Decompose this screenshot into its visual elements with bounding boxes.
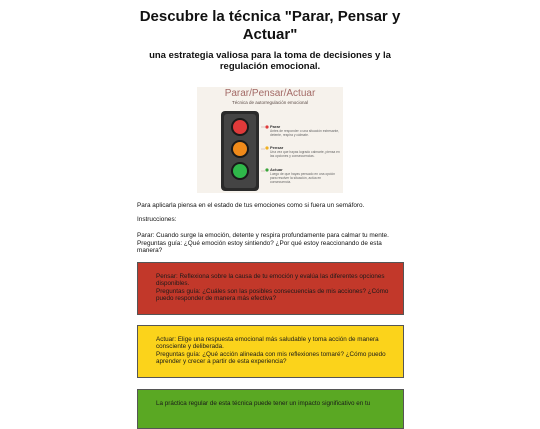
infographic-label-parar: Parar (270, 124, 281, 129)
intro-text: Para aplicarla piensa en el estado de tus emociones como si fuera un semáforo. (137, 202, 365, 209)
infographic-label-pensar: Pensar (270, 145, 284, 150)
infographic-desc-actuar: Luego de que hayas pensado en una opción para resolver la situación, actúa en consecuencia. (270, 172, 336, 184)
infographic-desc-parar: Antes de responder o una situación estresante, detente, respira y cálmate. (270, 129, 340, 137)
page-title: Descubre la técnica "Parar, Pensar y Actuar" (139, 8, 401, 43)
pensar-box-questions: Preguntas guía: ¿Cuáles son las posibles consecuencias de mis acciones? ¿Cómo puedo responder de manera más efectiva? (156, 287, 389, 303)
instructions-heading: Instrucciones: (137, 216, 177, 223)
parar-text: Parar: Cuando surge la emoción, detente y respira profundamente para calmar tu mente. Preguntas guía: ¿Qué emoción estoy sintiendo? ¿Por qué estoy reaccionando de esta manera? (137, 232, 389, 254)
infographic-desc-pensar: Una vez que hayas logrado calmarte, piensa en las opciones y consecuencias. (270, 150, 340, 158)
infographic-title: Parar/Pensar/Actuar (224, 88, 316, 99)
traffic-light-infographic (197, 87, 343, 193)
pensar-box (137, 262, 404, 315)
infographic-subtitle: Técnica de autorregulación emocional (231, 100, 309, 105)
final-box-text: La práctica regular de esta técnica puede tener un impacto significativo en tu (156, 400, 371, 407)
pensar-box-text: Pensar: Reflexiona sobre la causa de tu emoción y evalúa las diferentes opciones disponibles. (156, 273, 385, 288)
actuar-box-questions: Preguntas guía: ¿Qué acción alineada con mis reflexiones tomaré? ¿Cómo puedo aprender y crecer a partir de esta experiencia? (156, 350, 386, 366)
actuar-box-text: Actuar: Elige una respuesta emocional más saludable y toma acción de manera consciente y deliberada. (156, 336, 379, 351)
final-box (137, 389, 404, 429)
page-subtitle: una estrategia valiosa para la toma de decisiones y la regulación emocional. (149, 50, 391, 72)
actuar-box (137, 325, 404, 378)
infographic-label-actuar: Actuar (270, 167, 283, 172)
